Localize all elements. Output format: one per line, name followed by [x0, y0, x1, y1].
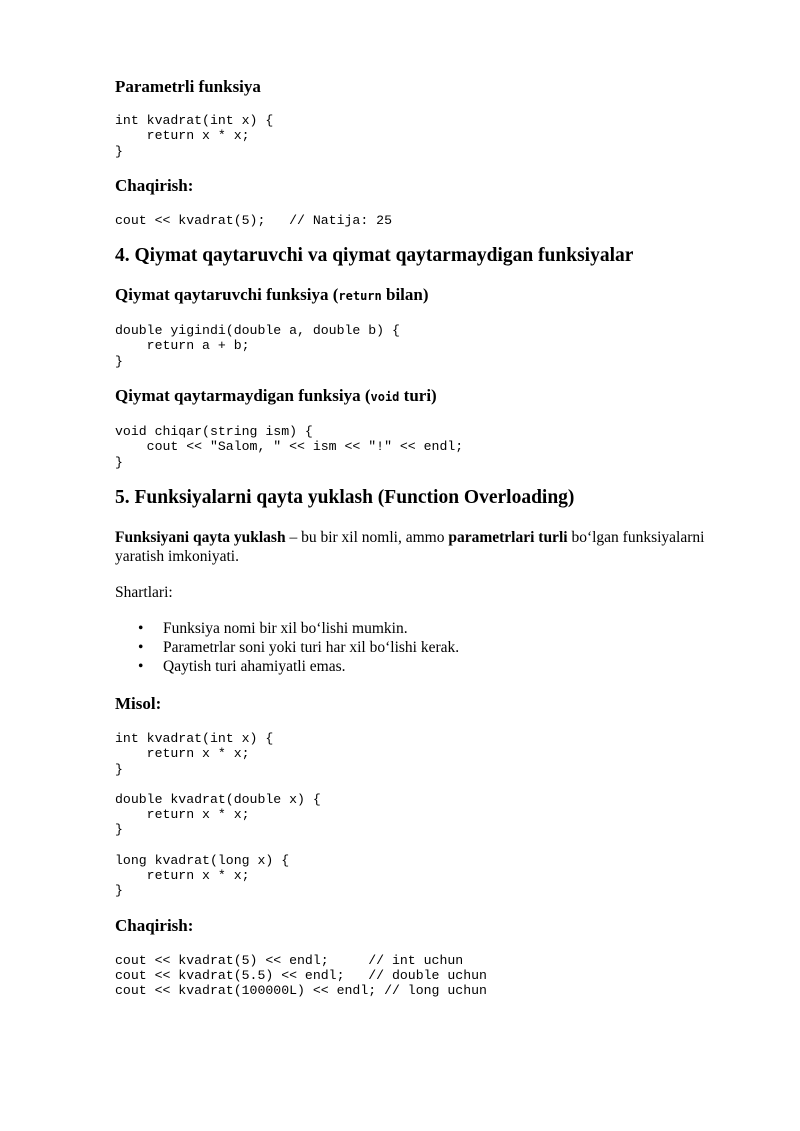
return-heading-prefix: Qiymat qaytaruvchi funksiya (	[115, 285, 339, 305]
list-item-text: Parametrlar soni yoki turi har xil bo‘lishi kerak.	[163, 638, 460, 656]
return-function-heading	[115, 284, 735, 307]
void-function-code: void chiqar(string ism) { cout << "Salom, " << ism << "!" << endl; }	[115, 424, 464, 470]
example-heading: Misol:	[115, 693, 162, 713]
overload-text-1: – bu bir xil nomli, ammo	[285, 528, 449, 546]
void-function-heading	[115, 385, 735, 408]
list-item	[115, 638, 735, 657]
overload-text-2: bo‘lgan funksiyalarni yaratish imkoniyati.	[115, 528, 705, 565]
param-function-code: int kvadrat(int x) { return x * x; }	[115, 113, 274, 159]
conditions-list	[115, 619, 735, 676]
overload-bold-2: parametrlari turli	[448, 528, 568, 546]
list-item	[115, 657, 735, 676]
void-heading-suffix: turi)	[399, 386, 437, 406]
bullet-icon: •	[138, 619, 144, 637]
return-keyword: return	[338, 289, 382, 304]
example-code-double: double kvadrat(double x) { return x * x; }	[115, 791, 321, 838]
call-code-1: cout << kvadrat(5); // Natija: 25	[115, 212, 392, 228]
list-item-text: Funksiya nomi bir xil bo‘lishi mumkin.	[163, 619, 408, 637]
void-keyword: void	[370, 390, 400, 405]
document-content	[115, 76, 735, 999]
overload-definition	[115, 528, 735, 566]
list-item-text: Qaytish turi ahamiyatli emas.	[163, 657, 346, 675]
return-function-code: double yigindi(double a, double b) { return a + b; }	[115, 323, 400, 369]
param-function-heading: Parametrli funksiya	[115, 77, 261, 96]
call-code-2: cout << kvadrat(5) << endl; // int uchun cout << kvadrat(5.5) << endl; // double uchun cout << kvadrat(100000L) << endl; // long uchun	[115, 952, 487, 999]
example-code-int: int kvadrat(int x) { return x * x; }	[115, 730, 274, 777]
return-heading-suffix: bilan)	[381, 285, 429, 305]
void-heading-prefix: Qiymat qaytarmaydigan funksiya (	[115, 386, 371, 406]
section-5-title: 5. Funksiyalarni qayta yuklash (Function Overloading)	[115, 486, 575, 508]
list-item	[115, 619, 735, 638]
section-4-title: 4. Qiymat qaytaruvchi va qiymat qaytarmaydigan funksiyalar	[115, 245, 634, 267]
call-heading-2: Chaqirish:	[115, 915, 194, 935]
conditions-label: Shartlari:	[115, 583, 173, 601]
bullet-icon: •	[138, 638, 144, 656]
call-heading-1: Chaqirish:	[115, 175, 194, 195]
overload-term: Funksiyani qayta yuklash	[115, 528, 286, 546]
example-code-long: long kvadrat(long x) { return x * x; }	[115, 852, 290, 899]
bullet-icon: •	[138, 657, 144, 675]
